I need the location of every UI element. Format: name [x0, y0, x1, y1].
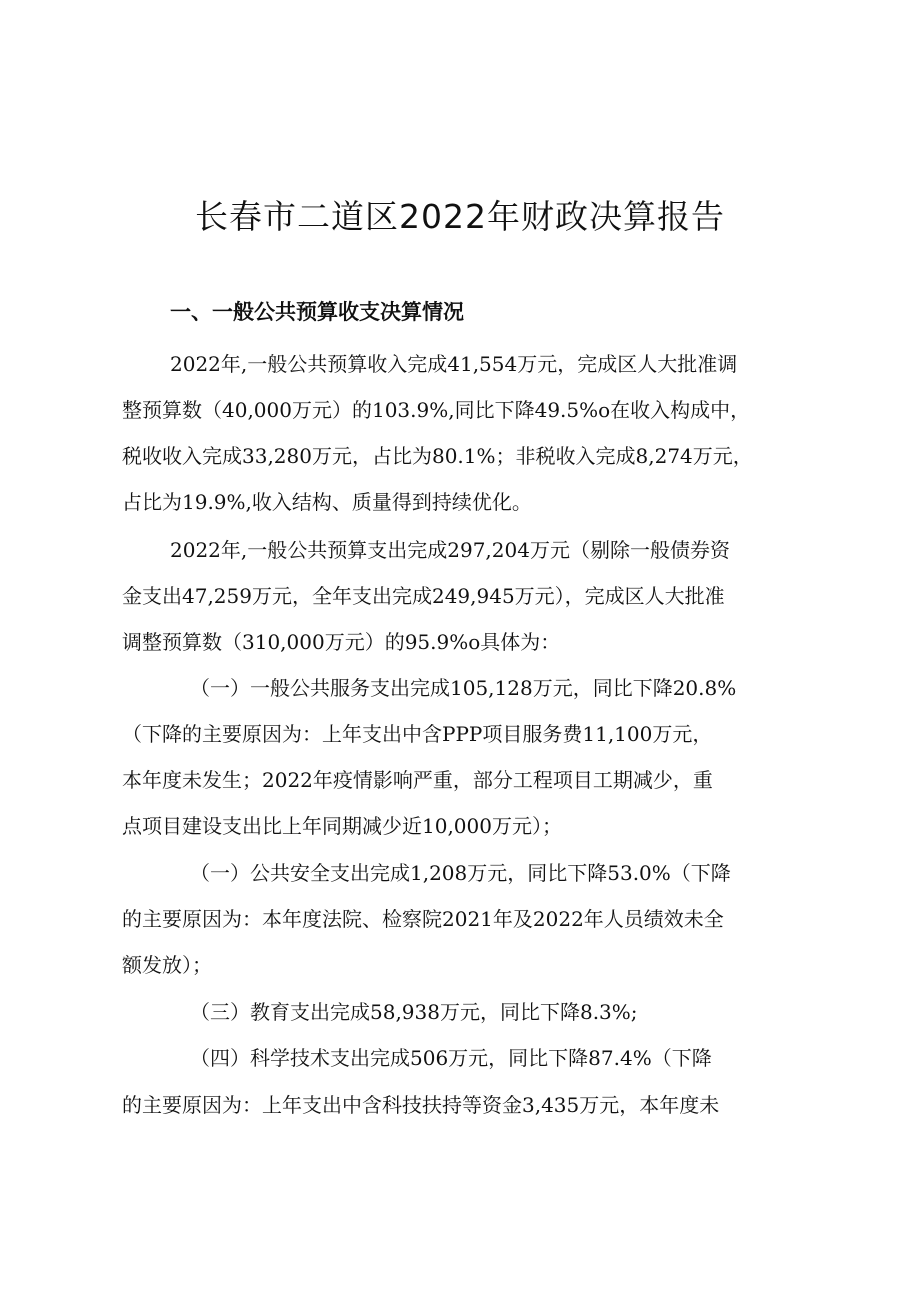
- paragraph-line: 占比为19.9%,收入结构、质量得到持续优化。: [122, 490, 532, 514]
- paragraph-line: （三）教育支出完成58,938万元，同比下降8.3%;: [190, 1000, 638, 1024]
- paragraph-line: （四）科学技术支出完成506万元，同比下降87.4%（下降: [190, 1046, 712, 1070]
- paragraph-line: 2022年,一般公共预算收入完成41,554万元，完成区人大批准调: [170, 352, 738, 376]
- paragraph-line: （一）一般公共服务支出完成105,128万元，同比下降20.8%: [190, 676, 737, 700]
- paragraph-line: 点项目建设支出比上年同期减少近10,000万元）；: [122, 814, 562, 838]
- paragraph-line: 2022年,一般公共预算支出完成297,204万元（剔除一般债券资: [170, 538, 730, 562]
- document-title: 长春市二道区2022年财政决算报告: [195, 197, 725, 236]
- paragraph-line: 调整预算数（310,000万元）的95.9%o具体为：: [122, 630, 561, 654]
- paragraph-line: 额发放）；: [122, 953, 212, 977]
- section-heading: 一、一般公共预算收支决算情况: [170, 300, 464, 324]
- paragraph-line: 的主要原因为：上年支出中含科技扶持等资金3,435万元，本年度未: [122, 1093, 720, 1117]
- paragraph-line: 金支出47,259万元，全年支出完成249,945万元），完成区人大批准: [122, 584, 725, 608]
- paragraph-line: 税收收入完成33,280万元，占比为80.1%；非税收入完成8,274万元，: [122, 444, 753, 468]
- paragraph-line: （下降的主要原因为：上年支出中含PPP项目服务费11,100万元，: [122, 722, 713, 746]
- paragraph-line: 本年度未发生；2022年疫情影响严重，部分工程项目工期减少，重: [122, 768, 713, 792]
- paragraph-line: （一）公共安全支出完成1,208万元，同比下降53.0%（下降: [190, 861, 731, 885]
- paragraph-line: 的主要原因为：本年度法院、检察院2021年及2022年人员绩效未全: [122, 907, 724, 931]
- paragraph-line: 整预算数（40,000万元）的103.9%,同比下降49.5%o在收入构成中，: [122, 398, 751, 422]
